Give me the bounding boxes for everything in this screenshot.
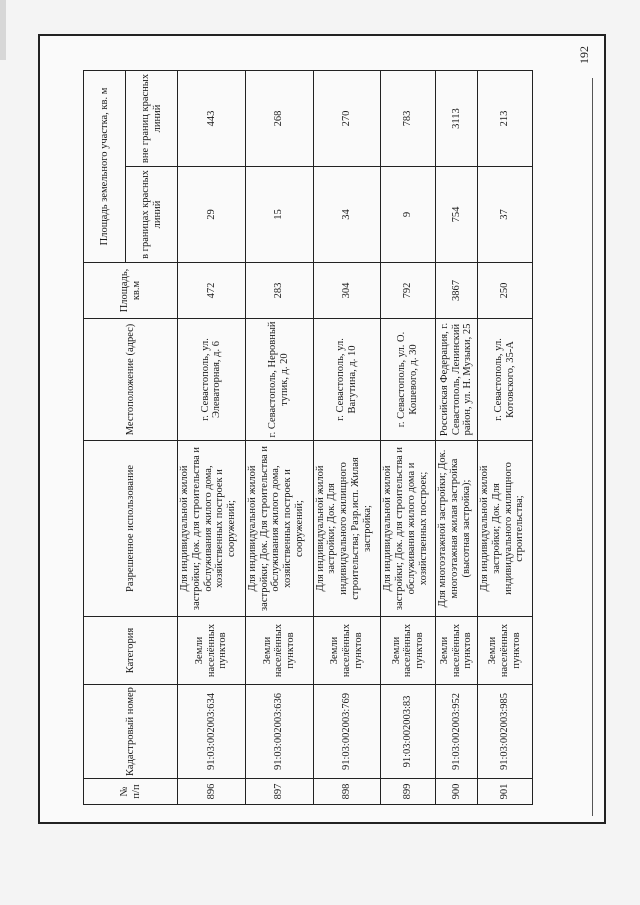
margin-rule (592, 78, 593, 816)
cell-cadastral: 91:03:002003:636 (245, 685, 313, 779)
cell-outside: 783 (381, 70, 436, 166)
table-row (381, 70, 436, 804)
cell-outside: 213 (478, 70, 533, 166)
cell-category: Земли населённых пунктов (313, 617, 381, 685)
table-row (178, 70, 246, 804)
header-land-area: Площадь земельного участка, кв. м (84, 70, 126, 262)
cell-inside: 754 (436, 167, 478, 263)
table-row (313, 70, 381, 804)
cell-category: Земли населённых пунктов (245, 617, 313, 685)
cell-use: Для индивидуальной жилой застройки; Док. Для индивидуального жилищного строительства; (478, 441, 533, 617)
land-plot-table (83, 70, 533, 805)
cell-area: 472 (178, 263, 246, 319)
header-inside: в границах красных линий (126, 167, 178, 263)
cell-use: Для индивидуальной жилой застройки; Док. Для строительства и обслуживания жилого дома, хозяйственных построек и сооружений; (245, 441, 313, 617)
table-row (245, 70, 313, 804)
cell-area: 250 (478, 263, 533, 319)
cell-cadastral: 91:03:002003:952 (436, 685, 478, 779)
cell-category: Земли населённых пунктов (381, 617, 436, 685)
cell-outside: 270 (313, 70, 381, 166)
cell-use: Для индивидуальной жилой застройки; Док. Для индивидуального жилищного строительства; Разр.исп. Жилая застройка; (313, 441, 381, 617)
cell-outside: 443 (178, 70, 246, 166)
cell-inside: 34 (313, 167, 381, 263)
cell-outside: 268 (245, 70, 313, 166)
cell-num: 897 (245, 779, 313, 805)
cell-location: г. Севастополь, Неровный тупик, д. 20 (245, 319, 313, 441)
cell-category: Земли населённых пунктов (436, 617, 478, 685)
cell-cadastral: 91:03:002003:83 (381, 685, 436, 779)
cell-area: 792 (381, 263, 436, 319)
cell-category: Земли населённых пунктов (178, 617, 246, 685)
header-location: Местоположение (адрес) (84, 319, 178, 441)
cell-location: Российская Федерация, г. Севастополь, Ленинский район, ул. Н. Музыки, 25 (436, 319, 478, 441)
table-row (478, 70, 533, 804)
page-number: 192 (577, 46, 591, 64)
cell-area: 3867 (436, 263, 478, 319)
cell-cadastral: 91:03:002003:634 (178, 685, 246, 779)
cell-num: 900 (436, 779, 478, 805)
rotated-table-wrapper (83, 71, 533, 805)
header-cadastral: Кадастровый номер (84, 685, 178, 779)
cell-outside: 3113 (436, 70, 478, 166)
cell-inside: 9 (381, 167, 436, 263)
cell-num: 901 (478, 779, 533, 805)
header-num: № п/п (84, 779, 178, 805)
cell-location: г. Севастополь, ул. Элеваторная, д. 6 (178, 319, 246, 441)
table-row (436, 70, 478, 804)
cell-num: 896 (178, 779, 246, 805)
cell-location: г. Севастополь, ул. Котовского, 35-А (478, 319, 533, 441)
header-use: Разрешенное использование (84, 441, 178, 617)
cell-location: г. Севастополь, ул. О. Кошевого, д. 30 (381, 319, 436, 441)
scan-edge (0, 0, 6, 60)
table-body (178, 70, 533, 804)
cell-inside: 15 (245, 167, 313, 263)
cell-inside: 37 (478, 167, 533, 263)
cell-num: 898 (313, 779, 381, 805)
cell-cadastral: 91:03:002003:985 (478, 685, 533, 779)
header-outside: вне границ красных линий (126, 70, 178, 166)
cell-use: Для многоэтажной застройки; Док. многоэтажная жилая застройка (высотная застройка); (436, 441, 478, 617)
cell-area: 283 (245, 263, 313, 319)
cell-category: Земли населённых пунктов (478, 617, 533, 685)
header-area: Площадь, кв.м (84, 263, 178, 319)
cell-inside: 29 (178, 167, 246, 263)
cell-area: 304 (313, 263, 381, 319)
cell-use: Для индивидуальной жилой застройки; Док. для строительства и обслуживания жилого дома, хозяйственных построек и сооружений; (178, 441, 246, 617)
cell-num: 899 (381, 779, 436, 805)
header-category: Категория (84, 617, 178, 685)
cell-cadastral: 91:03:002003:769 (313, 685, 381, 779)
cell-location: г. Севастополь, ул. Вагутина, д. 10 (313, 319, 381, 441)
cell-use: Для индивидуальной жилой застройки; Док. для строительства и обслуживания жилого дома и хозяйственных построек; (381, 441, 436, 617)
